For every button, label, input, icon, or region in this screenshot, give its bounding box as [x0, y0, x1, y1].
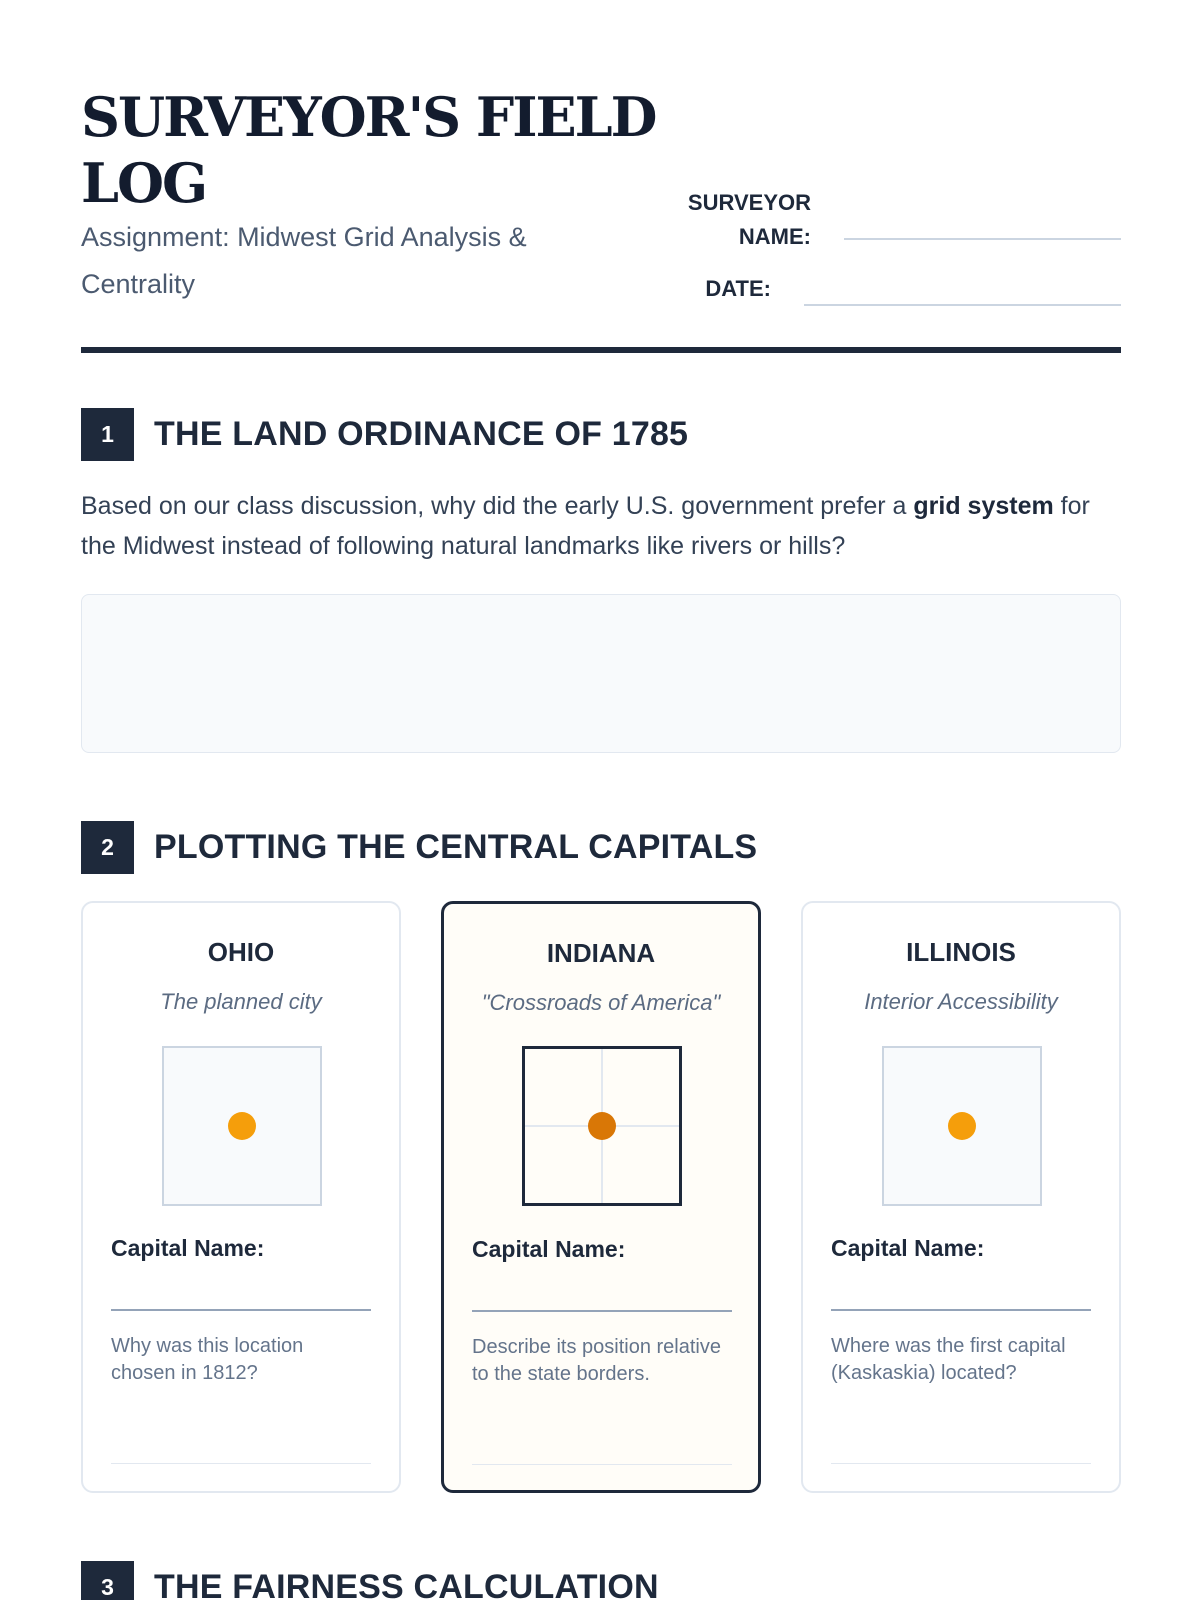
surveyor-name-field[interactable]: [844, 238, 1121, 240]
capital-marker-dot: [948, 1112, 976, 1140]
state-tagline: Interior Accessibility: [864, 989, 1058, 1014]
state-tagline: "Crossroads of America": [481, 990, 721, 1015]
question-1-emphasis: grid system: [913, 492, 1054, 520]
section-2-number: 2: [81, 821, 134, 874]
prompt-answer-line[interactable]: [831, 1463, 1091, 1464]
question-1-text: [81, 486, 1121, 566]
card-prompt: Why was this location chosen in 1812?: [111, 1335, 304, 1384]
prompt-answer-line[interactable]: [111, 1463, 371, 1464]
state-name: ILLINOIS: [906, 937, 1016, 967]
capital-name-field[interactable]: [111, 1309, 371, 1311]
capital-marker-dot: [588, 1112, 616, 1140]
card-prompt: Describe its position relative to the state borders.: [472, 1336, 721, 1385]
worksheet-page: [81, 0, 1121, 1600]
section-3-number: 3: [81, 1561, 134, 1600]
capital-marker-dot: [228, 1112, 256, 1140]
capital-name-label: Capital Name:: [111, 1235, 265, 1261]
capital-name-label: Capital Name:: [831, 1235, 985, 1261]
state-name: INDIANA: [546, 938, 656, 968]
capital-name-field[interactable]: [472, 1310, 732, 1312]
card-prompt: Where was the first capital (Kaskaskia) located?: [831, 1335, 1066, 1384]
prompt-answer-line[interactable]: [472, 1464, 732, 1465]
assignment-subtitle: Assignment: Midwest Grid Analysis & Centrality: [81, 222, 527, 299]
section-2-title: PLOTTING THE CENTRAL CAPITALS: [154, 828, 758, 866]
date-label: DATE:: [705, 276, 771, 301]
state-map-square: [882, 1046, 1042, 1206]
capital-name-field[interactable]: [831, 1309, 1091, 1311]
question-1-answer-box[interactable]: [81, 594, 1121, 753]
section-1-number: 1: [81, 408, 134, 461]
state-name: OHIO: [207, 937, 275, 967]
date-field[interactable]: [804, 304, 1121, 306]
state-map-square: [522, 1046, 682, 1206]
state-map-square: [162, 1046, 322, 1206]
section-3-title: THE FAIRNESS CALCULATION: [154, 1568, 659, 1600]
section-1-title: THE LAND ORDINANCE OF 1785: [154, 415, 689, 453]
question-1-text-start: Based on our class discussion, why did the early U.S. government prefer a: [81, 492, 914, 520]
header-divider: [81, 347, 1121, 353]
capital-name-label: Capital Name:: [472, 1236, 626, 1262]
question-1-text-end: for the Midwest instead of following natural landmarks like rivers or hills?: [81, 492, 1090, 560]
page-title: SURVEYOR'S FIELD LOG: [81, 85, 656, 215]
state-card-illinois: [801, 901, 1121, 1493]
state-tagline: The planned city: [160, 989, 322, 1014]
surveyor-label-line1: SURVEYOR: [687, 190, 811, 215]
surveyor-label-line2: NAME:: [738, 224, 811, 249]
state-card-ohio: [81, 901, 401, 1493]
state-card-indiana: [441, 901, 761, 1493]
